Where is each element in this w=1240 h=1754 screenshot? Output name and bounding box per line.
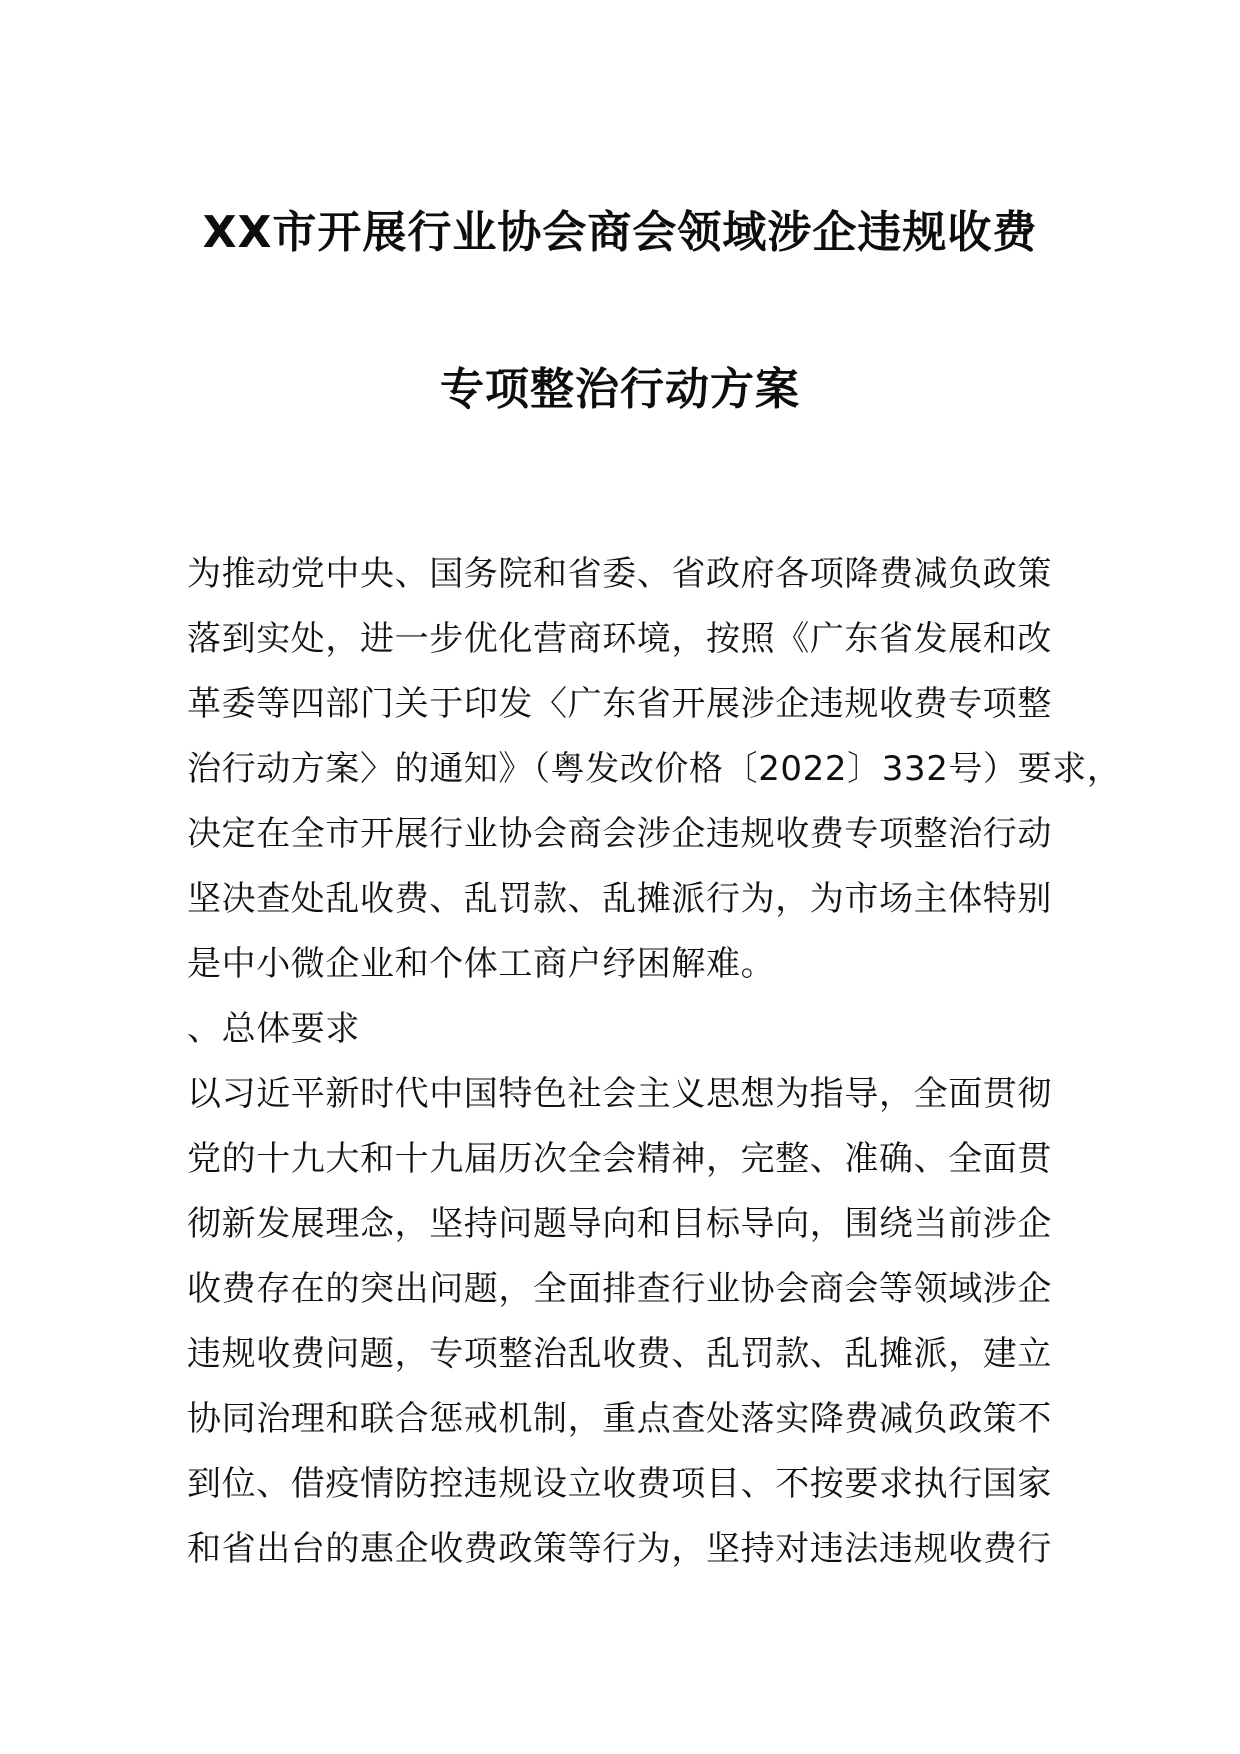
- document-title-line-1: XX市开展行业协会商会领域涉企违规收费: [202, 207, 1038, 258]
- body-line: 违规收费问题，专项整治乱收费、乱罚款、乱摊派，建立: [187, 1334, 1052, 1374]
- body-line: 为推动党中央、国务院和省委、省政府各项降费减负政策: [187, 554, 1052, 594]
- body-line: 协同治理和联合惩戒机制，重点查处落实降费减负政策不: [187, 1399, 1052, 1439]
- document-title-line-2: 专项整治行动方案: [440, 364, 800, 415]
- body-line: 到位、借疫情防控违规设立收费项目、不按要求执行国家: [187, 1464, 1052, 1504]
- body-line: 落到实处，进一步优化营商环境，按照《广东省发展和改: [187, 619, 1052, 659]
- body-line: 坚决查处乱收费、乱罚款、乱摊派行为，为市场主体特别: [187, 879, 1052, 919]
- body-line: 彻新发展理念，坚持问题导向和目标导向，围绕当前涉企: [187, 1204, 1052, 1244]
- body-line: 革委等四部门关于印发〈广东省开展涉企违规收费专项整: [187, 684, 1052, 724]
- body-line: 以习近平新时代中国特色社会主义思想为指导，全面贯彻: [187, 1074, 1052, 1114]
- body-line: 和省出台的惠企收费政策等行为，坚持对违法违规收费行: [187, 1529, 1052, 1569]
- body-line: 收费存在的突出问题，全面排查行业协会商会等领域涉企: [187, 1269, 1052, 1309]
- body-line: 决定在全市开展行业协会商会涉企违规收费专项整治行动: [187, 814, 1052, 854]
- body-line: 是中小微企业和个体工商户纾困解难。: [187, 944, 776, 984]
- document-body: [187, 542, 1122, 1582]
- body-line: 治行动方案〉的通知》（粤发改价格〔2022〕332号）要求，: [187, 749, 1122, 789]
- body-line: 党的十九大和十九届历次全会精神，完整、准确、全面贯: [187, 1139, 1052, 1179]
- section-heading: 、总体要求: [187, 1009, 360, 1049]
